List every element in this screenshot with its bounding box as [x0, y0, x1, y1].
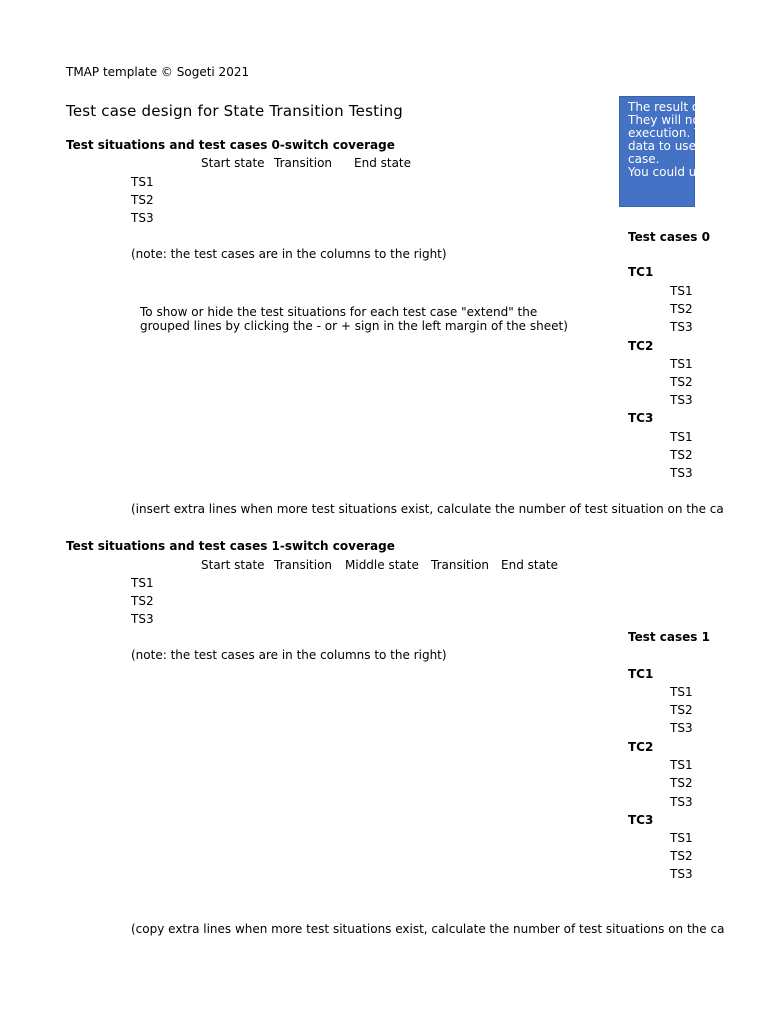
test-case-situation: TS1	[670, 831, 693, 845]
test-case-situation: TS2	[670, 375, 693, 389]
test-situation-label: TS2	[131, 193, 154, 207]
test-case-situation: TS1	[670, 685, 693, 699]
test-case-situation: TS1	[670, 430, 693, 444]
test-case-situation: TS2	[670, 448, 693, 462]
test-case-id: TC1	[628, 265, 654, 279]
test-case-situation: TS3	[670, 320, 693, 334]
test-case-id: TC3	[628, 411, 654, 425]
test-case-id: TC1	[628, 667, 654, 681]
test-case-situation: TS1	[670, 357, 693, 371]
info-box-line: The result o	[628, 100, 700, 114]
column-header-transition: Transition	[274, 156, 333, 170]
note-columns-right: (note: the test cases are in the columns to the right)	[131, 648, 447, 662]
column-header-end-state: End state	[501, 558, 559, 572]
test-case-situation: TS1	[670, 758, 693, 772]
column-header-transition: Transition	[431, 558, 490, 572]
test-situation-label: TS1	[131, 175, 154, 189]
column-header-end-state: End state	[354, 156, 412, 170]
copyright-text: TMAP template © Sogeti 2021	[66, 65, 250, 79]
info-box	[619, 96, 702, 207]
test-case-situation: TS3	[670, 867, 693, 881]
test-case-situation: TS2	[670, 776, 693, 790]
test-case-situation: TS3	[670, 393, 693, 407]
note-copy-lines: (copy extra lines when more test situations exist, calculate the number of test situations on the ca	[131, 922, 725, 936]
note-columns-right: (note: the test cases are in the columns to the right)	[131, 247, 447, 261]
note-insert-lines: (insert extra lines when more test situations exist, calculate the number of test situation on the ca	[131, 502, 724, 516]
info-box-line: case.	[628, 152, 660, 166]
test-case-situation: TS1	[670, 284, 693, 298]
test-situation-label: TS2	[131, 594, 154, 608]
info-box-line: They will no	[628, 113, 700, 127]
test-case-situation: TS2	[670, 703, 693, 717]
page-title: Test case design for State Transition Testing	[66, 102, 403, 120]
info-box-line: data to use	[628, 139, 696, 153]
test-case-situation: TS3	[670, 721, 693, 735]
test-case-id: TC2	[628, 740, 654, 754]
info-box-line: execution. T	[628, 126, 702, 140]
column-header-start-state: Start state	[201, 558, 265, 572]
note-group-line-2: grouped lines by clicking the - or + sign in the left margin of the sheet)	[140, 319, 568, 333]
test-cases-1-label: Test cases 1	[628, 630, 710, 644]
test-case-situation: TS2	[670, 302, 693, 316]
info-box-line: You could u	[628, 165, 697, 179]
section-1-heading: Test situations and test cases 1-switch coverage	[66, 539, 395, 553]
test-situation-label: TS3	[131, 211, 154, 225]
test-case-id: TC3	[628, 813, 654, 827]
note-group-line-1: To show or hide the test situations for each test case "extend" the	[140, 305, 538, 319]
test-case-situation: TS3	[670, 466, 693, 480]
test-case-situation: TS3	[670, 795, 693, 809]
test-situation-label: TS3	[131, 612, 154, 626]
column-header-middle-state: Middle state	[345, 558, 419, 572]
test-case-situation: TS2	[670, 849, 693, 863]
column-header-transition: Transition	[274, 558, 333, 572]
test-cases-0-label: Test cases 0	[628, 230, 710, 244]
test-situation-label: TS1	[131, 576, 154, 590]
test-case-id: TC2	[628, 339, 654, 353]
section-0-heading: Test situations and test cases 0-switch coverage	[66, 138, 395, 152]
column-header-start-state: Start state	[201, 156, 265, 170]
